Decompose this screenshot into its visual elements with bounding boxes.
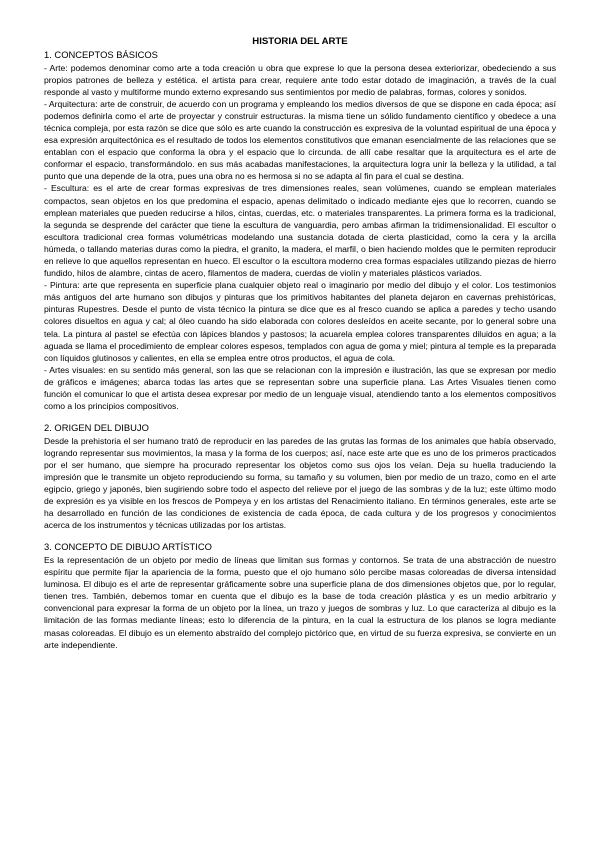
section-origen-del-dibujo xyxy=(44,422,556,531)
section-heading: 1. CONCEPTOS BÁSICOS xyxy=(44,49,158,60)
document-title: HISTORIA DEL ARTE xyxy=(252,36,348,47)
paragraph-concepto: Es la representación de un objeto por medio de líneas que limitan sus formas y contornos. Se trata de una abstracción de nuestro espíritu que permite fijar la apariencia de la forma, puesto que el ojo humano sólo percibe masas coloreadas de diversa intensidad luminosa. El dibujo es el arte de representar gráficamente sobre una superficie plana de dos dimensiones objetos que, por lo regular, tienen tres. También, debemos tomar en cuenta que el dibujo es la base de toda creación plástica y es un medio arbitrario y convencional para expresar la forma de un objeto por la línea, un trazo y juegos de sombras y luz. Lo que caracteriza al dibujo es la limitación de las formas mediante líneas; esto lo diferencia de la pintura, en la cual la estructura de los planos se logra mediante masas coloreadas. El dibujo es un elemento abstraído del complejo pictórico que, en virtud de su fuerza expresiva, se convierte en un arte independiente. xyxy=(44,554,556,650)
paragraph-arquitectura: - Arquitectura: arte de construir, de acuerdo con un programa y empleando los medios diversos de que se dispone en cada época; así podemos definirla como el arte de proyectar y construir estructuras. la misma tiene un sólido fundamento científico y obedece a una técnica compleja, por esta razón se dice que sólo es arte cuando la construcción es expresiva de la voluntad espiritual de una época y esa expresión arquitectónica es el resultado de todos los elementos constitutivos que emanan esencialmente de las relaciones que se entablan con el espacio que conforma la obra y el espacio que lo circunda. de allí cabe resaltar que la arquitectura es el arte de conformar el espacio, transformándolo. en sus más acabadas manifestaciones, la arquitectura logra unir la belleza y la utilidad, a tal punto que una depende de la otra, pues una obra no es hermosa si no se adapta al fin para el cual se destina. xyxy=(44,98,556,182)
paragraph-pintura: - Pintura: arte que representa en superficie plana cualquier objeto real o imaginario por medio del dibujo y el color. Los testimonios más antiguos del arte humano son dibujos y pinturas que los primitivos habitantes del planeta dejaron en cavernas prehistóricas, pinturas Rupestres. Desde el punto de vista técnico la pintura se dice que es al fresco cuando se aplica a paredes y techo usando colores disueltos en agua y cal; al óleo cuando ha sido elaborada con colores desleídos en aceite secante, por lo general sobre una tela. La pintura al pastel se efectúa con lápices blandos y pastosos; la acuarela emplea colores transparentes diluidos en agua; a la aguada se llama el procedimiento de emplear colores espesos, templados con agua de goma y miel; pintura al temple es la preparada con líquidos glutinosos y calientes, en ella se emplea entre otros productos, el agua de cola. xyxy=(44,280,556,363)
paragraph-escultura: - Escultura: es el arte de crear formas expresivas de tres dimensiones reales, sean volúmenes, cuando se emplean materiales compactos, sean objetos en los que predomina el espacio, apenas delimitado o indicado mediante ejes que lo recorren, cuando se emplean materiales que pueden reducirse a hilos, cintas, cuerdas, etc. o materiales transparentes. La primera forma es la tradicional, la segunda se desprende del carácter que tiene la escultura de vanguardia, pero ambas afirman la tridimensionalidad. El escultor o escultora tradicional crea formas volumétricas modelando una sustancia dotada de cierta plasticidad, como la cera y la arcilla húmeda, o tallando materias duras como la piedra, el granito, la madera, el marfil, o bien haciendo moldes que le permiten reproducir en relieve lo que aquellos representan en hueco. El escultor o la escultora moderno crea formas espaciales utilizando piezas de hierro fundido, hilos de alambre, cintas de acero, filamentos de madera, cuerdas de violín y materiales plásticos variados. xyxy=(44,183,556,279)
paragraph-arte: - Arte: podemos denominar como arte a toda creación u obra que exprese lo que la persona desea exteriorizar, obedeciendo a sus propios patrones de belleza y estética. el artista para crear, requiere ante todo estar dotado de imaginación, a través de la cual responde al vasto y multiforme mundo externo expresando sus sentimientos por medio de palabras, formas, colores y sonidos. xyxy=(44,62,556,97)
section-concepto-dibujo-artistico xyxy=(44,541,556,650)
paragraph-artes-visuales: - Artes visuales: en su sentido más general, son las que se relacionan con la impresión e ilustración, las que se expresan por medio de gráficos e imágenes; abarca todas las artes que se representan sobre una superficie plana. Las Artes Visuales tienen como función el comunicar lo que el artista desea expresar por medio de un lenguaje visual, atendiendo tanto a los elementos compositivos como a los principios compositivos. xyxy=(44,364,556,412)
section-heading: 3. CONCEPTO DE DIBUJO ARTÍSTICO xyxy=(44,541,212,553)
section-conceptos-basicos xyxy=(44,49,556,412)
paragraph-origen: Desde la prehistoria el ser humano trató de reproducir en las paredes de las grutas las formas de los animales que había observado, logrando representar sus movimientos, la masa y la forma de los cuerpos; así, nace este arte que es uno de los primeros practicados por el ser humano, que siempre ha procurado representar los objetos como sus ojos los veían. Deja su huella traduciendo la impresión que le transmite un objeto reproduciendo su forma, su tamaño y su volumen, bien por medio de un trazo, como en el arte egipcio, griego y japonés, bien sugiriendo sobre todo el aspecto del relieve por el juego de las sombras y de la luz; este último modo de expresión es ya visible en los frescos de Pompeya y en los artistas del Renacimiento italiano. En términos generales, este arte se ha desarrollado en función de las condiciones de existencia de cada época, de cada cultura y de los progresos y conocimientos acerca de los instrumentos y técnicas utilizadas por los artistas. xyxy=(44,435,556,531)
section-heading: 2. ORIGEN DEL DIBUJO xyxy=(44,422,149,434)
